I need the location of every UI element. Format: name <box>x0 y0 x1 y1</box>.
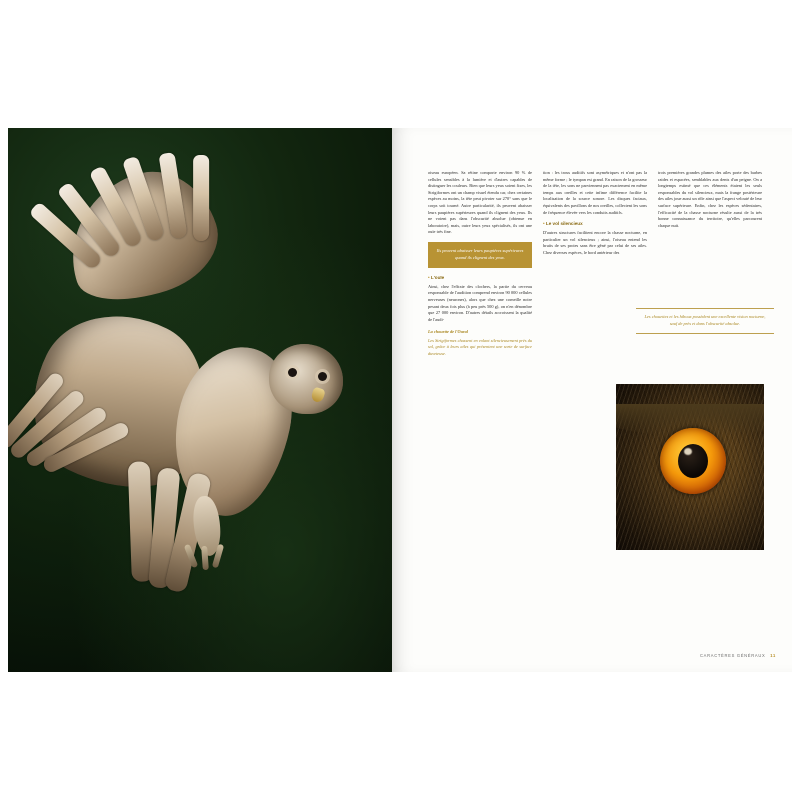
eye-highlight <box>684 448 692 455</box>
owl-eye-left <box>288 368 297 377</box>
owl-upper-wing-feathers <box>66 144 239 292</box>
subheading-silent-flight <box>543 221 647 228</box>
owl-iris <box>660 428 726 494</box>
column-1 <box>428 170 532 600</box>
page-folio <box>700 653 776 658</box>
folio-number: 11 <box>770 653 776 658</box>
paragraph: D'autres structures facilitent encore la chasse nocturne, en particulier un vol silencieux ; ainsi, l'oiseau entend les bruits de ses proies sans être gêné par celui de ses ailes. Chez diverses espèces, le bord antérieur des <box>543 230 647 255</box>
bullet-icon: • <box>543 221 545 227</box>
book-spread <box>0 128 800 672</box>
flying-owl-illustration <box>26 166 374 636</box>
owl-tail <box>114 460 249 622</box>
sidebar-quote: Les chouettes et les hiboux possèdent une excellente vision nocturne, sauf de près et dans l'obscurité absolue. <box>636 308 774 334</box>
pull-quote: Ils peuvent abaisser leurs paupières supérieures quand ils clignent des yeux. <box>428 242 532 268</box>
photo-caption-left <box>428 329 532 357</box>
paragraph: Ainsi, chez l'effraie des clochers, la partie du cerveau responsable de l'audition comprend environ 90 000 cellules nerveuses (neurones), alors que chez une corneille noire pesant deux fois plus (à peu près 500 g), on n'en dénombre que 27 000 environ. D'autres détails accroissent la qualité de l'audi- <box>428 283 532 322</box>
owl-pupil <box>678 444 708 478</box>
subheading-label: L'ouïe <box>430 274 445 280</box>
owl-eye-right <box>318 372 327 381</box>
caption-title: La chouette de l'Oural <box>428 329 468 335</box>
paragraph: trois premières grandes plumes des ailes porte des barbes raides et espacées, semblables aux dents d'un peigne. On a longtemps estimé que ces éléments étaient les seuls responsables du vol silencieux, mais la frange postérieure des ailes joue aussi un rôle ainsi que l'aspect velouté de leur surface supérieure. Enfin, chez les espèces sédentaires, l'efficacité de la chasse nocturne résulte aussi de la très bonne connaissance du territoire, qu'elles parcourent chaque nuit. <box>658 170 762 228</box>
subheading-hearing <box>428 275 532 282</box>
right-page-text <box>392 128 792 672</box>
left-page-photo <box>8 128 392 672</box>
owl-talons <box>184 544 230 574</box>
caption-text: Les Strigiformes chassent en volant silencieusement près du sol, grâce à leurs ailes qui présentent une sorte de surface duveteuse. <box>428 337 532 356</box>
owl-eye-photo <box>616 384 764 550</box>
subheading-label: Le vol silencieux <box>545 221 583 227</box>
folio-label: CARACTÈRES GÉNÉRAUX <box>700 653 766 658</box>
bullet-icon: • <box>428 274 430 280</box>
owl-head <box>269 344 343 414</box>
paragraph: oiseau européen. Sa rétine comporte environ 90 % de cellules sensibles à la lumière et d'autres capables de distinguer les couleurs. Bien que leurs yeux soient fixes, les Strigiformes ont un champ visuel étendu car, chez certaines espèces au moins, la tête peut pivoter sur 270° sans que le corps soit tourné. Autre particularité, ils peuvent abaisser leurs paupières supérieures quand ils clignent des yeux. Ils ne voient pas dans l'obscurité absolue (obtenue en laboratoire), mais, outre leurs yeux spécialisés, ils ont une ouïe très fine. <box>428 170 532 235</box>
paragraph: tion : les trous auditifs sont asymétriques et n'ont pas la même forme ; le tympan est grand. En raison de la grosseur de la tête, les sons ne parviennent pas exactement en même temps aux oreilles et cette infime différence facilite la localisation de la source sonore. Les disques faciaux, équivalents des pavillons de nos oreilles, collectent les sons de fréquence élevée vers les conduits auditifs. <box>543 170 647 215</box>
